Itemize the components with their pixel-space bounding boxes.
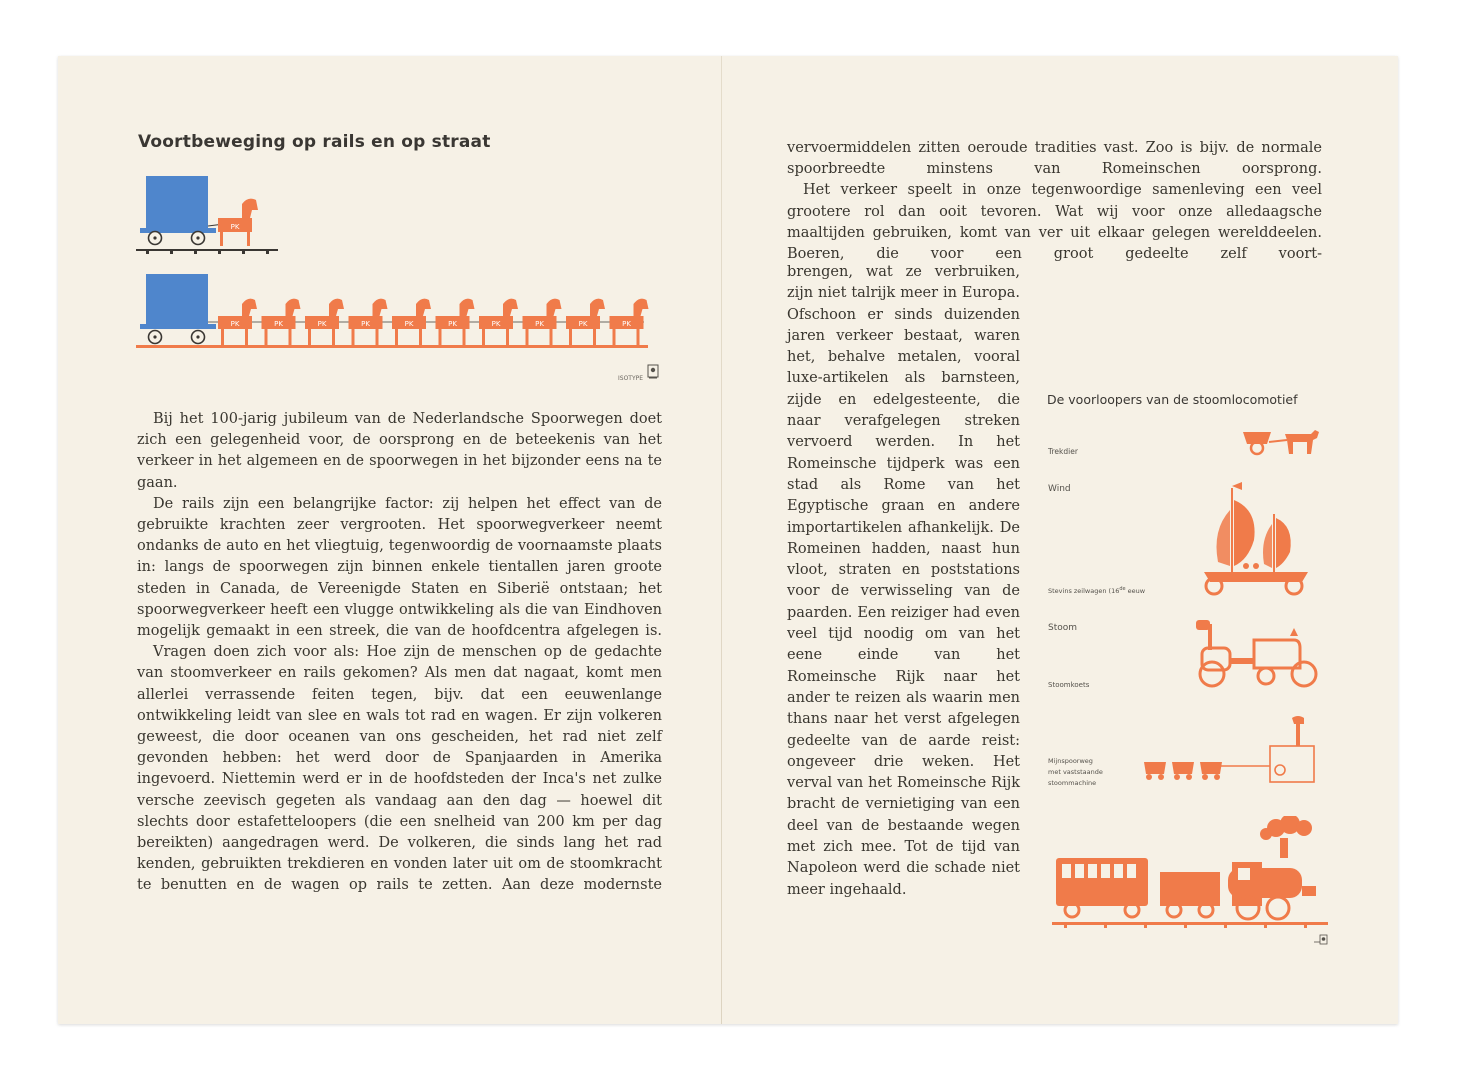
horse-icon (523, 299, 562, 345)
steam-train-icon (1052, 816, 1332, 928)
label-wind: Wind (1048, 484, 1071, 494)
pk-badge: PK (448, 320, 457, 328)
label-stoom: Stoom (1048, 623, 1078, 633)
isotype-one-horse-illustration (136, 174, 286, 256)
paragraph: Vragen doen zich voor als: Hoe zijn de menschen op de gedachte van stoomverkeer en rails gekomen? Als men dat nagaat, komt men allerlei verrassende feiten tegen, bijv. dat een eeuwenlange ontwikkeling leidt van slee en wals tot rad en wagen. Er zijn volkeren geweest, die door oceanen van ons gescheiden, het rad niet zelf gevonden hebben: het werd door de Spanjaarden in Amerika ingevoerd. Niettemin werd er in de hoofdsteden der Inca's net zulke versche zeevisch gegeten als vandaag aan den dag — hoewel dit slechts door estafetteloopers (die een snelheid van 200 km per dag bereikten) aangedragen werd. De volkeren, die sinds lang het rad kenden, gebruikten trekdieren en vonden later uit om de stoomkracht te benutten en de wagen op rails te zetten. Aan deze modernste (137, 644, 662, 894)
pk-badge: PK (317, 320, 327, 328)
horse-icon (479, 299, 518, 345)
paragraph: brengen, wat ze verbruiken, zijn niet talrijk meer in Europa. Ofschoon er sinds duizenden jaren verkeer bestaat, waren het, behalve metalen, vooral luxe-artikelen als barnsteen, zijde en edelgesteente, die naar verafgelegen streken vervoerd werden. In het Romeinsche tijdperk was een stad als Rome van het Egyptische graan en andere importartikelen afhankelijk. De Romeinen hadden, naast hun vloot, straten en poststations voor de verwisseling van de paarden. Een reiziger had even veel tijd noodig om van het eene einde van het Romeinsche Rijk naar het ander te reizen als waarin men thans naar het verst afgelegen gedeelte van de aarde reist: ongeveer drie weken. Het verval van het Romeinsche Rijk bracht de vernietiging van een deel van de bestaande wegen met zich mee. Tot de tijd van Napoleon werd die schade niet meer ingehaald. (787, 264, 1020, 898)
paragraph: vervoermiddelen zitten oeroude tradities vast. Zoo is bijv. de normale spoorbreedte minstens van Romeinschen oorsprong. (787, 140, 1322, 178)
paragraph: De rails zijn een belangrijke factor: zij helpen het effect van de gebruikte krachten zeer vergrooten. Het spoorwegverkeer neemt ondanks de auto en het vliegtuig, tegenwoordig de voornaamste plaats in: langs de spoorwegen zijn binnen enkele tientallen jaren groote steden in Canada, de Vereenigde Staten en Siberië ontstaan; het spoorwegverkeer heeft een vlugge ontwikkeling als die van Eindhoven mogelijk gemaakt in een streek, die van de hoofdcentra afgelegen is. (137, 495, 662, 640)
horse-icon (436, 299, 475, 345)
isotype-logo-icon (1314, 933, 1328, 947)
cargo-block (146, 274, 208, 324)
book-spread (58, 56, 1398, 1024)
label-trekdier: Trekdier (1048, 447, 1078, 456)
horse-icon (566, 299, 605, 345)
pk-badge: PK (578, 320, 588, 328)
pk-badge: PK (361, 320, 370, 328)
horse-icon (262, 299, 301, 345)
isotype-logo-icon (647, 364, 659, 380)
page-title: Voortbeweging op rails en op straat (138, 132, 491, 152)
pk-badge: PK (274, 320, 283, 328)
page-fold (721, 56, 722, 1024)
horse-icon (349, 299, 388, 345)
horse-icon (392, 299, 431, 345)
steam-coach-icon (1194, 618, 1324, 690)
ox-cart-icon (1241, 426, 1321, 458)
label-stoomkoets: Stoomkoets (1048, 681, 1090, 689)
pk-badge: PK (535, 320, 544, 328)
mine-railway-icon (1140, 714, 1330, 786)
horse-icon (305, 299, 344, 345)
pk-badge: PK (491, 320, 501, 328)
isotype-ten-horses-illustration (136, 274, 656, 354)
paragraph: Het verkeer speelt in onze tegenwoordige samenleving een veel grootere rol dan ooit tevoren. Wat wij voor onze alledaagsche maaltijden gebruiken, komt van ver uit elkaar gelegen werelddeelen. Boeren, die voor een groot gedeelte zelf voort- (787, 182, 1322, 263)
label-mijnspoorweg: Mijnspoorweg met vaststaande stoommachine (1048, 757, 1103, 787)
horse-icon (218, 299, 257, 345)
sidebar-title: De voorloopers van de stoomlocomotief (1047, 392, 1298, 407)
pk-badge: PK (404, 320, 414, 328)
right-body-text-column (787, 262, 1020, 901)
sail-wagon-icon (1198, 480, 1318, 596)
paragraph: Bij het 100-jarig jubileum van de Nederlandsche Spoorwegen doet zich een gelegenheid voor, de oorsprong en de beteekenis van het verkeer in het algemeen en de spoorwegen in het bijzonder eens na te gaan. (137, 411, 662, 491)
right-body-text-top (787, 138, 1322, 265)
pk-badge: PK (230, 223, 240, 231)
label-stevins: Stevins zeilwagen (16de eeuw (1048, 586, 1146, 596)
left-body-text (137, 409, 662, 897)
isotype-credit: ISOTYPE (618, 375, 644, 382)
pk-badge: PK (622, 320, 631, 328)
pk-badge: PK (230, 320, 240, 328)
cargo-block (146, 176, 208, 228)
horse-icon (610, 299, 649, 345)
